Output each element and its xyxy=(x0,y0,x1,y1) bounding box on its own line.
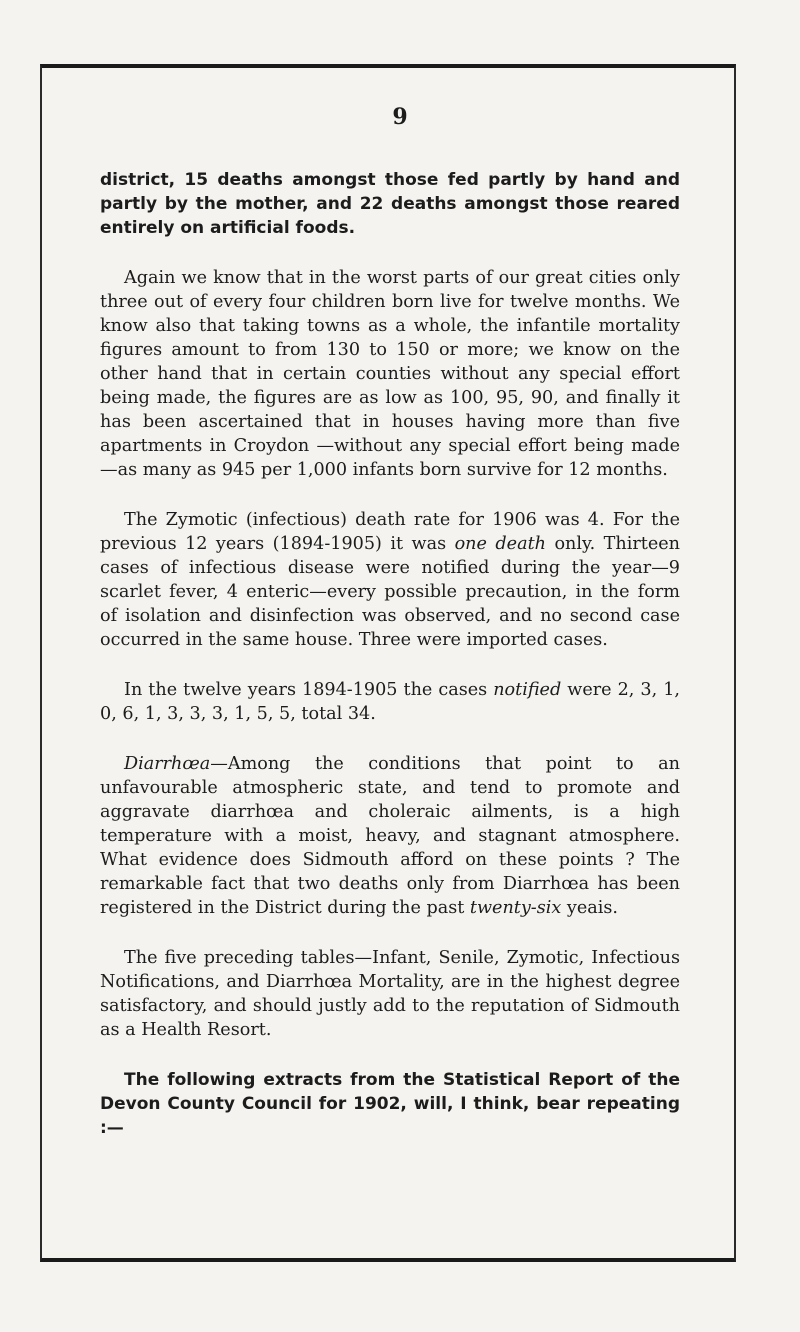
paragraph-4-text-b: were 2, 3, 1, 0, 6, 1, 3, 3, 3, 1, 5, 5, total 34. xyxy=(100,680,680,724)
paragraph-4-italic: notified xyxy=(493,680,562,700)
paragraph-6: The five preceding tables—Infant, Senile, Zymotic, Infectious Notifications, and Diarrhœa Mortality, are in the highest degree satisfactory, and should justly add to the reputation of Sidmouth as a Health Resort. xyxy=(100,948,680,1040)
paragraph-5-text-a: —Among the conditions that point to an unfavourable atmospheric state, and tend to promote and aggravate diarrhœa and choleraic ailments, is a high temperature with a moist, heavy, and stagnant atmosphere. What evidence does Sidmouth afford on these points ? The remarkable fact that two deaths only from Diarrhœa has been registered in the District during the past xyxy=(100,754,680,918)
paragraph-5-italic-heading: Diarrhœa xyxy=(124,754,211,774)
paragraph-1: district, 15 deaths amongst those fed partly by hand and partly by the mother, and 22 deaths amongst those reared entirely on artificial foods. xyxy=(100,170,680,238)
paragraph-2: Again we know that in the worst parts of our great cities only three out of every four children born live for twelve months. We know also that taking towns as a whole, the infantile mortality figures amount to from 130 to 150 or more; we know on the other hand that in certain counties without any special effort being made, the figures are as low as 100, 95, 90, and finally it has been ascertained that in houses having more than five apartments in Croydon —without any special effort being made—as many as 945 per 1,000 infants born survive for 12 months. xyxy=(100,268,680,480)
paragraph-3 xyxy=(100,508,680,652)
body-text xyxy=(100,168,680,1166)
paragraph-5 xyxy=(100,752,680,920)
paragraph-5-text-b: yeais. xyxy=(561,898,619,918)
paragraph-4 xyxy=(100,678,680,726)
paragraph-4-text-a: In the twelve years 1894-1905 the cases xyxy=(124,680,494,700)
paragraph-3-text-b: only. Thirteen cases of infectious disease were notified during the year—9 scarlet fever, 4 enteric—every possible precaution, in the form of isolation and disinfection was observed, and no second case occurred in the same house. Three were imported cases. xyxy=(100,534,680,650)
paragraph-3-italic: one death xyxy=(454,534,546,554)
paragraph-7: The following extracts from the Statistical Report of the Devon County Council for 1902, will, I think, bear repeating :— xyxy=(100,1070,680,1138)
page-number: 9 xyxy=(392,104,408,130)
paragraph-3-text-a: The Zymotic (infectious) death rate for 1906 was 4. For the previous 12 years (1894-1905) it was xyxy=(100,510,680,554)
paragraph-5-italic: twenty-six xyxy=(469,898,562,918)
